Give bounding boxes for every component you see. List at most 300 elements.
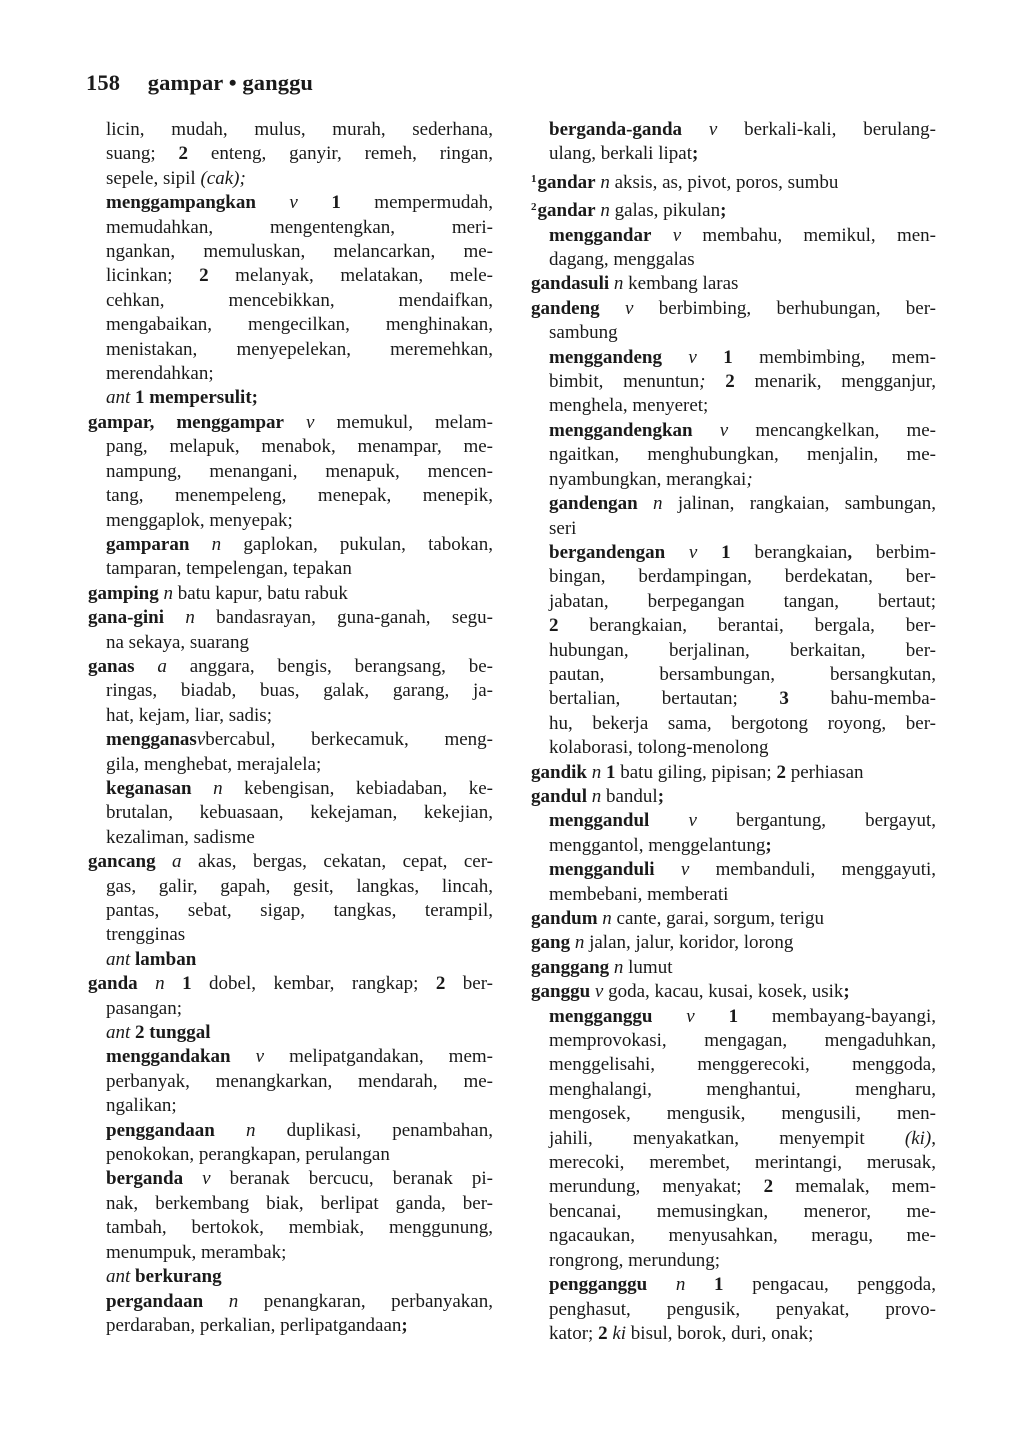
text-line <box>88 338 493 362</box>
label-italic: n <box>203 1290 264 1312</box>
definition-text: kembang laras <box>628 273 739 295</box>
text-line <box>531 1078 936 1102</box>
definition-text: bandul <box>605 785 658 807</box>
definition-text: bisul, borok, duri, onak; <box>626 1322 814 1344</box>
definition-text: hubungan, berjalinan, berkaitan, ber- <box>549 639 936 661</box>
text-line <box>531 492 936 516</box>
definition-text: pang, melapuk, menabok, menampar, me- <box>106 436 493 458</box>
headword: gamping <box>88 582 159 604</box>
definition-text: memalak, mem- <box>773 1176 936 1198</box>
definition-text: hat, kejam, liar, sadis; <box>106 704 272 726</box>
label-italic: n <box>597 908 617 929</box>
definition-text: bimbit, menuntun <box>549 371 700 393</box>
text-line <box>88 1094 493 1118</box>
definition-text: licin, mudah, mulus, murah, sederhana, <box>106 119 493 140</box>
headword: keganasan <box>106 777 192 799</box>
text-line <box>88 606 493 630</box>
definition-text: berkali-kali, berulang- <box>744 119 936 140</box>
definition-text: tang, menempeleng, menepak, menepik, <box>106 485 493 507</box>
text-line <box>88 289 493 313</box>
headword: 1 <box>721 541 731 563</box>
label-italic: v <box>654 859 716 881</box>
definition-text: galas, pikulan <box>614 200 721 222</box>
definition-text: menistakan, menyepelekan, meremehkan, <box>106 338 493 360</box>
text-line <box>531 858 936 882</box>
headword: 1 <box>331 192 341 214</box>
definition-text: menghela, menyeret; <box>549 395 709 417</box>
label-italic: n <box>137 973 183 995</box>
text-line <box>88 216 493 240</box>
definition-text: ngacaukan, menyusahkan, meragu, me- <box>549 1225 936 1247</box>
headword: ganas <box>88 655 135 677</box>
headword: pengganggu <box>549 1274 648 1296</box>
definition-text: rongrong, merundung; <box>549 1249 720 1271</box>
text-line <box>531 468 936 492</box>
headword: menggampangkan <box>106 192 256 214</box>
text-line <box>531 1224 936 1248</box>
definition-text: na sekaya, suarang <box>106 631 249 653</box>
headword: gang <box>531 932 571 954</box>
text-line <box>88 1119 493 1143</box>
headword: mengganas <box>106 729 197 751</box>
definition-text: mengosek, mengusik, mengusili, men- <box>549 1103 936 1125</box>
label-italic: ki <box>612 1322 627 1344</box>
text-line <box>531 687 936 711</box>
definition-text: membahu, memikul, men- <box>702 224 937 246</box>
headword: berganda <box>106 1168 184 1190</box>
definition-text: berangkaian, berantai, bergala, ber- <box>558 615 936 637</box>
definition-text: jahili, menyakatkan, menyempit <box>549 1127 905 1149</box>
text-line <box>88 826 493 850</box>
headword: gampar, menggampar <box>88 411 284 433</box>
definition-text: pantas, sebat, sigap, tangkas, terampil, <box>106 900 493 921</box>
headword: ganggang <box>531 956 610 978</box>
text-line <box>88 1216 493 1240</box>
headword: 2 <box>705 371 735 393</box>
headword: 2 tunggal <box>130 1022 211 1044</box>
definition-text: berangkaian <box>730 541 848 563</box>
headword: gandar <box>537 171 596 193</box>
definition-text: memukul, melam- <box>336 411 493 433</box>
text-line <box>88 655 493 679</box>
headword: gamparan <box>106 533 190 555</box>
headword: menggandengkan <box>549 419 693 441</box>
headword: 2 <box>178 143 188 165</box>
text-line <box>531 834 936 858</box>
headword: 1 <box>714 1274 724 1296</box>
label-italic: ant <box>106 387 131 409</box>
definition-text: trengginas <box>106 924 186 946</box>
text-line <box>88 313 493 337</box>
left-column <box>88 118 493 1338</box>
definition-text: ber- <box>445 973 493 995</box>
text-line <box>531 1127 936 1151</box>
text-line <box>531 956 936 980</box>
label-italic: v <box>230 1046 290 1068</box>
page-number: 158 <box>86 70 121 95</box>
text-line <box>88 997 493 1021</box>
definition-text: mencangkelkan, me- <box>755 419 937 441</box>
definition-text: sambung <box>549 322 618 344</box>
definition-text: seri <box>549 517 577 539</box>
homonym-number: 2 <box>531 201 537 214</box>
text-line <box>88 1290 493 1314</box>
headword: gandar <box>537 200 596 222</box>
definition-text: aksis, as, pivot, poros, sumbu <box>614 171 839 193</box>
label-italic: v <box>692 419 756 441</box>
definition-text: menghalangi, menghantui, mengharu, <box>549 1078 936 1100</box>
headword: gandum <box>531 908 598 929</box>
definition-text: memudahkan, mengentengkan, meri- <box>106 216 493 238</box>
definition-text: berbimbing, berhubungan, ber- <box>658 297 937 319</box>
headword: 2 <box>598 1322 608 1344</box>
text-line <box>88 948 493 972</box>
text-line <box>88 557 493 581</box>
definition-text: enteng, ganyir, remeh, ringan, <box>188 143 493 165</box>
text-line <box>88 191 493 215</box>
label-italic: v <box>196 729 206 751</box>
text-line <box>88 167 493 191</box>
text-line <box>88 899 493 923</box>
text-line <box>88 484 493 508</box>
definition-text: berbim- <box>852 541 937 563</box>
headword: mengganduli <box>549 859 655 881</box>
definition-text: perhiasan <box>785 761 864 783</box>
definition-text: kebengisan, kebiadaban, ke- <box>244 777 493 799</box>
definition-text: kator; <box>549 1322 599 1344</box>
definition-text: penangkaran, perbanyakan, <box>263 1290 493 1312</box>
definition-text: ngankan, memuluskan, melancarkan, me- <box>106 241 493 263</box>
definition-text: tambah, bertokok, membiak, menggunung, <box>106 1217 493 1239</box>
text-line <box>88 509 493 533</box>
definition-text: penghasut, pengusik, penyakat, provo- <box>549 1298 936 1320</box>
headword: 2 <box>199 265 209 287</box>
headword: gandeng <box>531 297 600 319</box>
label-italic: n <box>609 273 629 295</box>
definition-text: mengabaikan, mengecilkan, menghinakan, <box>106 314 493 336</box>
definition-text: jalan, jalur, koridor, lorong <box>589 932 794 954</box>
definition-text: merendahkan; <box>106 363 214 385</box>
text-line <box>531 1029 936 1053</box>
text-line <box>531 272 936 296</box>
text-line <box>88 801 493 825</box>
definition-text: perbanyak, menangkarkan, mendarah, me- <box>106 1070 493 1092</box>
definition-text: memprovokasi, mengagan, mengaduhkan, <box>549 1030 936 1052</box>
text-line <box>88 972 493 996</box>
definition-text: bergantung, bergayut, <box>736 810 936 832</box>
definition-text: nampung, menangani, menapuk, mencen- <box>106 460 493 482</box>
right-column <box>531 118 936 1346</box>
definition-text: jabatan, berpegangan tangan, bertaut; <box>549 590 936 612</box>
label-italic: v <box>255 192 332 214</box>
label-italic: v <box>284 411 337 433</box>
text-line <box>88 386 493 410</box>
definition-text: pautan, bersambungan, bersangkutan, <box>549 663 936 685</box>
text-line <box>531 394 936 418</box>
text-line <box>531 1005 936 1029</box>
label-italic: n <box>164 607 217 629</box>
text-line <box>531 1102 936 1126</box>
text-line <box>88 1265 493 1289</box>
text-line <box>88 435 493 459</box>
label-italic: n <box>214 1119 287 1141</box>
text-line <box>88 728 493 752</box>
definition-text: bandasrayan, guna-ganah, segu- <box>216 607 494 629</box>
label-italic: n <box>586 785 606 807</box>
text-line <box>531 736 936 760</box>
definition-text: menggantol, menggelantung <box>549 834 766 856</box>
headword: gancang <box>88 851 156 873</box>
headword: menggandul <box>549 810 650 832</box>
text-line <box>531 248 936 272</box>
definition-text: mempermudah, <box>340 192 493 214</box>
homonym-number: 1 <box>531 172 537 185</box>
definition-text: , <box>931 1127 936 1149</box>
text-line <box>531 883 936 907</box>
definition-text: batu kapur, batu rabuk <box>177 582 348 604</box>
text-line <box>88 704 493 728</box>
text-line <box>88 1241 493 1265</box>
headword: ; <box>843 981 850 1003</box>
definition-text: goda, kacau, kusai, kosek, usik <box>608 981 844 1003</box>
label-italic: ant <box>106 1022 131 1044</box>
label-italic: n <box>570 932 590 954</box>
text-line <box>531 1200 936 1224</box>
text-line <box>88 1167 493 1191</box>
text-line <box>531 761 936 785</box>
headword: menggandar <box>549 224 652 246</box>
headword: gana-gini <box>88 607 165 629</box>
definition-text: cante, garai, sorgum, terigu <box>616 908 825 929</box>
headword: ganggu <box>531 981 591 1003</box>
text-line <box>531 224 936 248</box>
text-line <box>531 980 936 1004</box>
text-line <box>88 1045 493 1069</box>
text-line <box>88 582 493 606</box>
definition-text: cehkan, mencebikkan, mendaifkan, <box>106 289 493 311</box>
definition-text: sepele, sipil <box>106 167 201 189</box>
text-line <box>88 264 493 288</box>
definition-text: hu, bekerja sama, bergotong royong, ber- <box>549 712 936 734</box>
definition-text: anggara, bengis, berangsang, be- <box>189 655 494 677</box>
label-italic: (ki) <box>904 1127 932 1149</box>
definition-text: ngalikan; <box>106 1095 177 1117</box>
text-line <box>88 875 493 899</box>
definition-text: membimbing, mem- <box>732 346 936 368</box>
headword: lamban <box>130 948 197 970</box>
headword: gandengan <box>549 493 638 515</box>
text-line <box>88 753 493 777</box>
headword: 2 <box>776 761 786 783</box>
headword: menggandakan <box>106 1046 231 1068</box>
headword: 1 <box>182 973 192 995</box>
label-italic: v <box>599 297 659 319</box>
text-line <box>531 517 936 541</box>
definition-text: tamparan, tempelengan, tepakan <box>106 558 352 580</box>
headword: penggandaan <box>106 1119 215 1141</box>
text-line <box>531 419 936 443</box>
headword: ; <box>657 785 665 807</box>
headword: bergandengan <box>549 541 666 563</box>
text-line <box>531 639 936 663</box>
definition-text: merecoki, merembet, merintangi, merusak, <box>549 1152 936 1174</box>
text-line <box>531 1298 936 1322</box>
definition-text: akas, bergas, cekatan, cepat, cer- <box>197 851 494 873</box>
label-italic: n <box>609 956 629 978</box>
definition-text: bencanai, memusingkan, meneror, me- <box>549 1200 936 1222</box>
text-line <box>88 460 493 484</box>
text-line <box>531 195 936 223</box>
headword: , <box>847 541 853 563</box>
text-line <box>88 362 493 386</box>
label-italic: ant <box>106 1266 131 1288</box>
headword: ; <box>720 200 727 222</box>
text-line <box>531 663 936 687</box>
text-line <box>88 850 493 874</box>
text-line <box>531 541 936 565</box>
guide-words: gampar • ganggu <box>147 70 314 95</box>
headword: 2 <box>763 1176 774 1198</box>
text-line <box>531 809 936 833</box>
definition-text: pasangan; <box>106 997 182 1019</box>
headword: 1 <box>723 346 733 368</box>
headword: 2 <box>435 973 446 995</box>
definition-text: nyambungkan, merangkai <box>549 468 747 490</box>
label-italic: (cak); <box>200 167 246 189</box>
headword: pergandaan <box>106 1290 204 1312</box>
definition-text: licinkan; <box>106 265 200 287</box>
text-line <box>531 785 936 809</box>
text-line <box>88 679 493 703</box>
text-line <box>531 1249 936 1273</box>
label-italic: ; <box>746 468 753 490</box>
label-italic: v <box>651 224 703 246</box>
definition-text: beranak bercucu, beranak pi- <box>229 1168 493 1190</box>
text-line <box>88 240 493 264</box>
definition-text: bertalian, bertautan; <box>549 688 780 710</box>
definition-text: batu giling, pipisan; <box>615 761 777 783</box>
text-line <box>88 533 493 557</box>
headword: berganda-ganda <box>549 119 683 140</box>
text-line <box>531 1273 936 1297</box>
page-header <box>86 70 313 96</box>
text-line <box>531 1151 936 1175</box>
text-line <box>88 1143 493 1167</box>
text-line <box>88 142 493 166</box>
definition-text: suang; <box>106 143 179 165</box>
headword: ; <box>691 143 699 165</box>
headword: ganda <box>88 973 138 995</box>
headword: mengganggu <box>549 1005 653 1027</box>
definition-text: bercabul, berkecamuk, meng- <box>205 729 493 751</box>
headword: 1 <box>728 1005 739 1027</box>
definition-text: bingan, berdampingan, berdekatan, ber- <box>549 566 936 588</box>
headword: gandik <box>531 761 587 783</box>
label-italic: a <box>155 851 198 873</box>
label-italic: n <box>586 761 606 783</box>
definition-text: pengacau, penggoda, <box>723 1274 936 1296</box>
definition-text: duplikasi, penambahan, <box>286 1119 493 1141</box>
label-italic: a <box>134 655 190 677</box>
headword: 3 <box>779 688 789 710</box>
label-italic: n <box>595 171 615 193</box>
definition-text: kolaborasi, tolong-menolong <box>549 737 769 759</box>
text-line <box>531 1175 936 1199</box>
headword: 2 <box>549 615 559 637</box>
headword: menggandeng <box>549 346 662 368</box>
definition-text: merundung, menyakat; <box>549 1176 764 1198</box>
label-italic: n <box>158 582 178 604</box>
definition-text: bahu-memba- <box>788 688 936 710</box>
headword: berkurang <box>130 1266 222 1288</box>
headword: gandul <box>531 785 587 807</box>
text-line <box>531 614 936 638</box>
text-line <box>531 346 936 370</box>
definition-text: melanyak, melatakan, mele- <box>208 265 494 287</box>
definition-text: dobel, kembar, rangkap; <box>191 973 436 995</box>
text-line <box>531 443 936 467</box>
text-line <box>88 1070 493 1094</box>
text-line <box>531 907 936 931</box>
text-line <box>531 142 936 166</box>
definition-text: membanduli, menggayuti, <box>715 859 937 881</box>
label-italic: n <box>637 493 678 515</box>
definition-text: membayang-bayangi, <box>738 1005 936 1027</box>
label-italic: n <box>647 1274 715 1296</box>
headword: ; <box>765 834 772 856</box>
definition-text: dagang, menggalas <box>549 249 695 271</box>
text-line <box>88 118 493 142</box>
text-line <box>531 590 936 614</box>
definition-text: gas, galir, gapah, gesit, langkas, lincah, <box>106 875 493 897</box>
label-italic: v <box>183 1168 230 1190</box>
definition-text: jalinan, rangkaian, sambungan, <box>677 493 936 515</box>
label-italic: v <box>665 541 722 563</box>
definition-text: penokokan, perangkapan, perulangan <box>106 1144 390 1166</box>
label-italic: n <box>191 777 245 799</box>
text-line <box>531 1322 936 1346</box>
label-italic: v <box>661 346 724 368</box>
definition-text: melipatgandakan, mem- <box>289 1046 493 1068</box>
definition-text: kezaliman, sadisme <box>106 826 255 848</box>
text-line <box>531 712 936 736</box>
definition-text: nak, berkembang biak, berlipat ganda, ber- <box>106 1192 493 1214</box>
text-line <box>88 1021 493 1045</box>
text-line <box>531 565 936 589</box>
definition-text: menumpuk, merambak; <box>106 1241 287 1263</box>
text-line <box>531 297 936 321</box>
label-italic: v <box>649 810 737 832</box>
text-line <box>531 931 936 955</box>
definition-text: gila, menghebat, merajalela; <box>106 753 322 775</box>
definition-text: menggaplok, menyepak; <box>106 509 293 531</box>
text-line <box>88 923 493 947</box>
definition-text: menggelisahi, menggerecoki, menggoda, <box>549 1054 936 1076</box>
text-line <box>88 777 493 801</box>
headword: 1 <box>605 761 616 783</box>
definition-text: ulang, berkali lipat <box>549 143 692 165</box>
headword: gandasuli <box>531 273 610 295</box>
text-line <box>531 167 936 195</box>
headword: 1 mempersulit; <box>130 387 258 409</box>
definition-text: brutalan, kebuasaan, kekejaman, kekejian, <box>106 802 493 824</box>
text-line <box>88 631 493 655</box>
text-line <box>88 411 493 435</box>
definition-text: perdaraban, perkalian, perlipatgandaan <box>106 1314 402 1336</box>
label-italic: v <box>682 119 745 140</box>
definition-text: membebani, memberati <box>549 883 729 905</box>
headword: ; <box>401 1314 408 1336</box>
